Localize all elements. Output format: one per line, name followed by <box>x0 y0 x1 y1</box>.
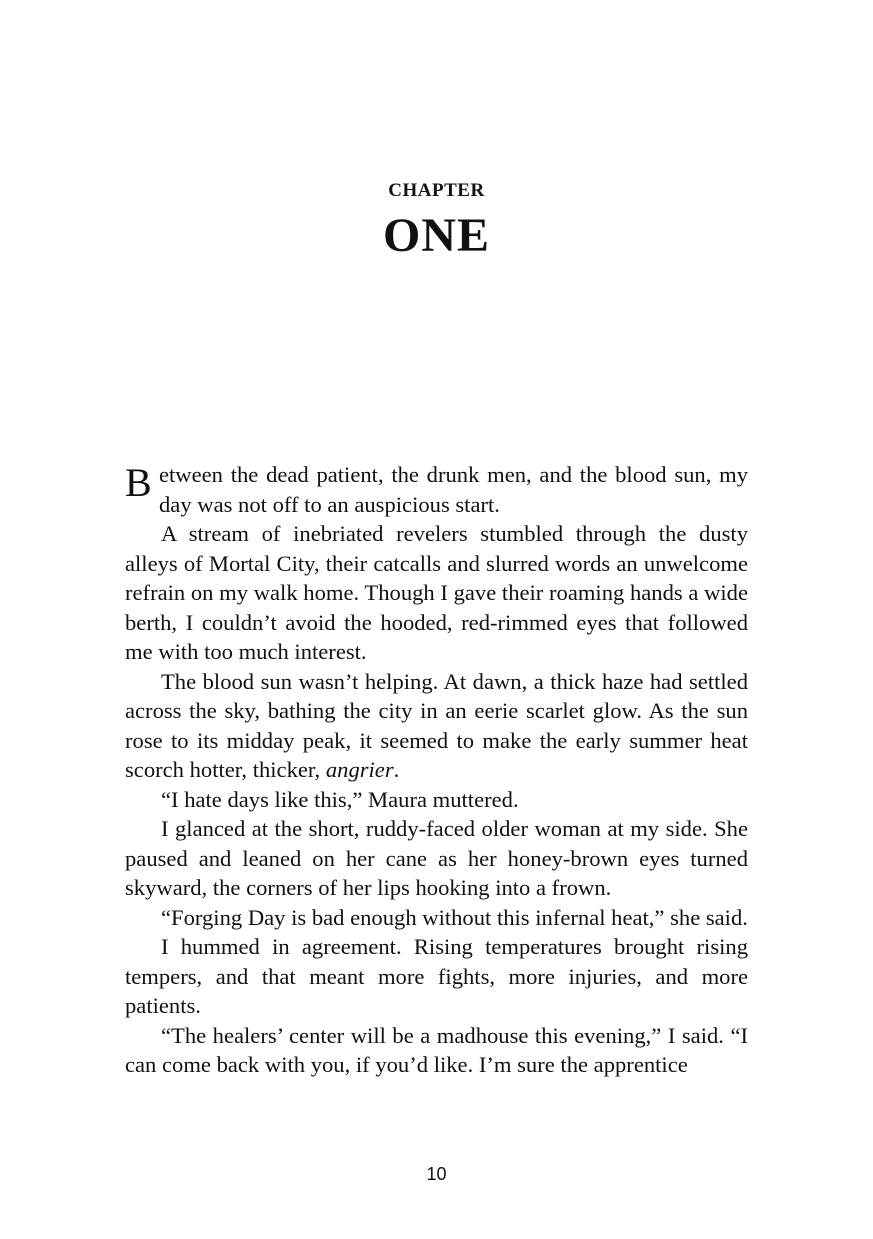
paragraph-2: A stream of inebriated revelers stumbled through the dusty alleys of Mortal City, their catcalls and slurred words an unwelcome refrain on my walk home. Though I gave their roaming hands a wide berth, I couldn’t avoid the hooded, red-rimmed eyes that followed me with too much interest. <box>125 521 748 664</box>
page-number: 10 <box>426 1164 447 1184</box>
paragraph-4: “I hate days like this,” Maura muttered. <box>161 786 519 812</box>
paragraph-1 <box>125 460 748 519</box>
paragraph-3-punct: . <box>393 757 400 782</box>
body-text <box>125 460 748 1080</box>
chapter-label: CHAPTER <box>388 180 485 201</box>
chapter-number: ONE <box>382 209 490 262</box>
paragraph-6: “Forging Day is bad enough without this infernal heat,” she said. <box>161 904 748 930</box>
paragraph-3-text: The blood sun wasn’t helping. At dawn, a thick haze had settled across the sky, bathing the city in an eerie scarlet glow. As the sun rose to its midday peak, it seemed to make the early summer heat scorch hotter, thicker, <box>125 668 748 782</box>
paragraph-1-text: etween the dead patient, the drunk men, and the blood sun, my day was not off to an auspicious start. <box>159 462 748 517</box>
paragraph-7: I hummed in agreement. Rising temperatures brought rising tempers, and that meant more fights, more injuries, and more patients. <box>125 934 748 1018</box>
drop-cap: B <box>125 460 152 505</box>
paragraph-5: I glanced at the short, ruddy-faced older woman at my side. She paused and leaned on her cane as her honey-brown eyes turned skyward, the corners of her lips hooking into a frown. <box>125 816 748 900</box>
paragraph-8: “The healers’ center will be a madhouse this evening,” I said. “I can come back with you, if you’d like. I’m sure the apprentice <box>125 1022 748 1077</box>
paragraph-3 <box>125 667 748 785</box>
paragraph-3-italic: angrier <box>325 757 394 782</box>
